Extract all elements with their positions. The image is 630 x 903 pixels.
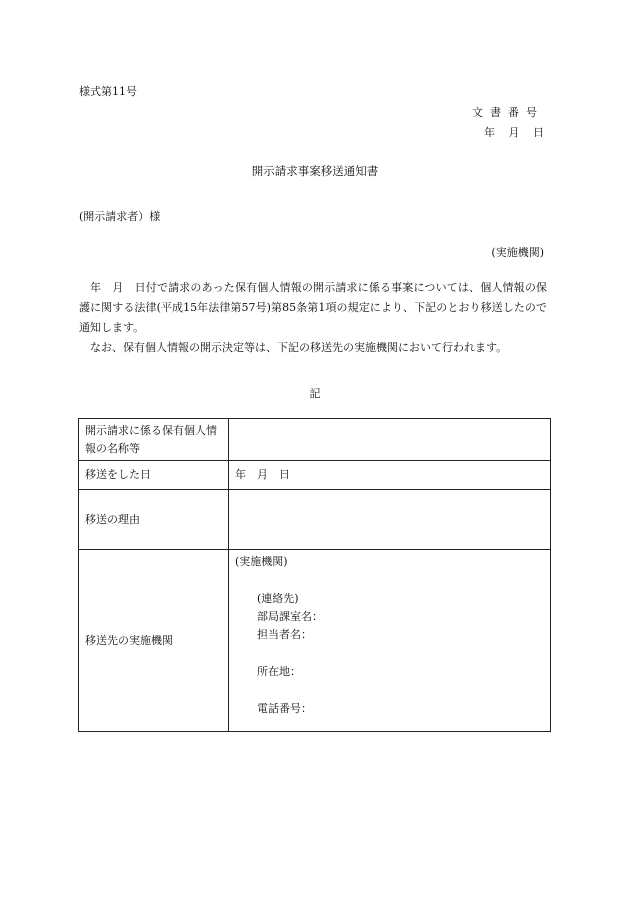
info-name-value <box>229 419 551 461</box>
table-row <box>79 461 551 490</box>
phone-label: 電話番号： <box>257 702 312 715</box>
form-number: 様式第11号 <box>79 85 137 98</box>
transfer-date-value: 年 月 日 <box>229 461 551 490</box>
body-text <box>79 278 547 358</box>
document-number: 文書番号 <box>472 106 544 119</box>
table-row <box>79 550 551 732</box>
department-label: 部局課室名： <box>257 610 323 623</box>
transfer-reason-label: 移送の理由 <box>79 490 229 550</box>
document-date: 年 月 日 <box>484 126 544 139</box>
contact-heading: (連絡先) <box>257 592 299 605</box>
transfer-reason-value <box>229 490 551 550</box>
recipient: (開示請求者）様 <box>79 210 161 223</box>
body-paragraph-2: なお、保有個人情報の開示決定等は、下記の移送先の実施機関において行われます。 <box>90 341 508 354</box>
table-row <box>79 490 551 550</box>
destination-agency-label: 移送先の実施機関 <box>79 550 229 732</box>
transfer-details-table <box>78 418 551 732</box>
destination-agency-name: (実施機関) <box>235 555 288 568</box>
body-paragraph-1: 年 月 日付で請求のあった保有個人情報の開示請求に係る事案については、個人情報の保護に関する法律(平成15年法律第57号)第85条第1項の規定により、下記のとおり移送したので通知します。 <box>79 281 547 334</box>
person-in-charge-label: 担当者名： <box>257 628 312 641</box>
table-row <box>79 419 551 461</box>
ki-heading: 記 <box>309 387 321 400</box>
document-title: 開示請求事案移送通知書 <box>251 164 379 178</box>
sender-agency: (実施機関) <box>491 246 544 259</box>
destination-agency-value <box>229 550 551 732</box>
info-name-label: 開示請求に係る保有個人情報の名称等 <box>79 419 229 461</box>
transfer-date-label: 移送をした日 <box>79 461 229 490</box>
address-label: 所在地： <box>257 665 301 678</box>
